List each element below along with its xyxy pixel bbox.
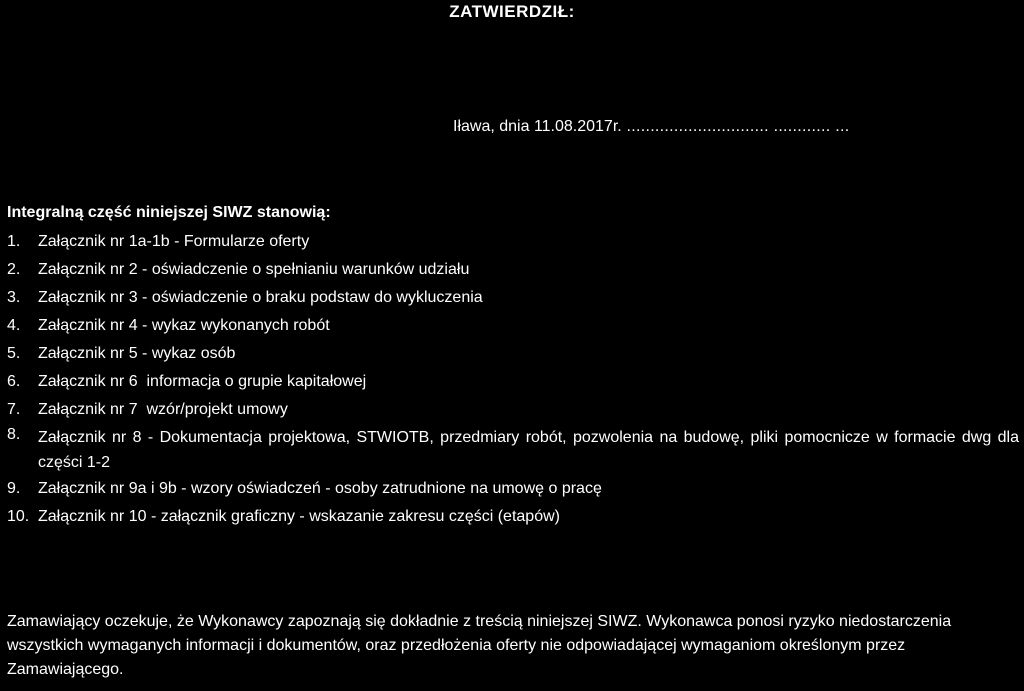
approved-heading: ZATWIERDZIŁ: (449, 2, 575, 21)
list-item-text: Załącznik nr 3 - oświadczenie o braku podstaw do wykluczenia (38, 289, 483, 306)
list-item (7, 260, 1019, 280)
closing-paragraph: Zamawiający oczekuje, że Wykonawcy zapoznają się dokładnie z treścią niniejszej SIWZ. Wykonawca ponosi ryzyko niedostarczenia wszystkich wymaganych informacji i dokumentów, oraz przedłożenia oferty nie odpowiadającej wymaganiom określonym przez Zamawiającego. (7, 613, 952, 678)
list-item-text: Załącznik nr 7 wzór/projekt umowy (38, 401, 288, 418)
list-item-number: 8. (7, 426, 21, 443)
place-and-date (453, 118, 850, 136)
list-item-number: 3. (7, 289, 21, 306)
list-item-number: 6. (7, 373, 21, 390)
list-item-number: 7. (7, 401, 21, 418)
list-item-text: Załącznik nr 2 - oświadczenie o spełnianiu warunków udziału (38, 261, 470, 278)
signature-dots: .............................. ............ ... (621, 118, 850, 135)
list-item-number: 2. (7, 261, 21, 278)
place-date-text: Iława, dnia 11.08.2017r. (453, 118, 622, 135)
list-item (7, 316, 1019, 336)
list-item (7, 425, 1019, 475)
list-item-number: 9. (7, 480, 21, 497)
list-item (7, 479, 1019, 499)
list-item-number: 1. (7, 233, 21, 250)
list-item-number: 10. (7, 508, 30, 525)
list-item-number: 5. (7, 345, 21, 362)
attachments-list (7, 232, 1019, 535)
list-item-text: Załącznik nr 10 - załącznik graficzny - wskazanie zakresu części (etapów) (38, 508, 560, 525)
list-item (7, 288, 1019, 308)
list-item (7, 232, 1019, 252)
list-item (7, 372, 1019, 392)
list-item-text: Załącznik nr 4 - wykaz wykonanych robót (38, 317, 330, 334)
list-item (7, 400, 1019, 420)
list-item-text: Załącznik nr 5 - wykaz osób (38, 345, 236, 362)
list-item-text: Załącznik nr 6 informacja o grupie kapitałowej (38, 373, 367, 390)
list-item-number: 4. (7, 317, 21, 334)
list-item-text: Załącznik nr 8 - Dokumentacja projektowa, STWIOTB, przedmiary robót, pozwolenia na budowę, pliki pomocnicze w formacie dwg dla części 1-2 (38, 429, 1019, 471)
list-item-text: Załącznik nr 1a-1b - Formularze oferty (38, 233, 310, 250)
list-item (7, 344, 1019, 364)
list-item (7, 507, 1019, 527)
attachments-lead: Integralną część niniejszej SIWZ stanowią: (7, 204, 331, 221)
list-item-text: Załącznik nr 9a i 9b - wzory oświadczeń - osoby zatrudnione na umowę o pracę (38, 480, 602, 497)
